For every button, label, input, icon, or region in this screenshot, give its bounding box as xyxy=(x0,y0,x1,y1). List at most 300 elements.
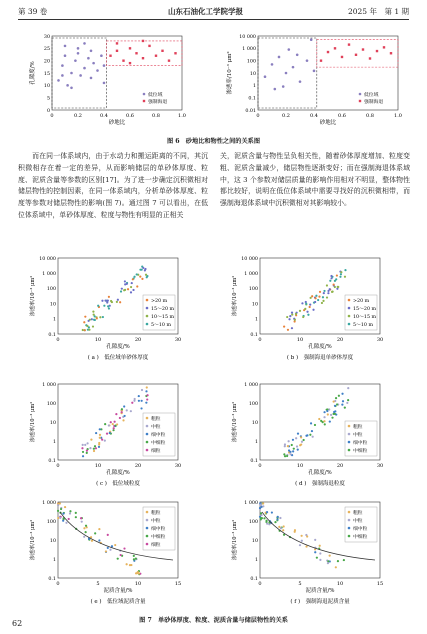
data-point xyxy=(278,56,281,59)
data-point xyxy=(309,434,311,436)
y-tick-label: 100 xyxy=(248,287,258,293)
data-point xyxy=(277,516,279,518)
data-point xyxy=(116,301,118,303)
legend-label: 中粒 xyxy=(353,518,363,524)
data-point xyxy=(104,440,106,442)
data-point xyxy=(103,82,106,85)
data-point xyxy=(126,563,128,565)
data-point xyxy=(114,544,116,546)
data-point xyxy=(297,449,299,451)
x-tick-label: 20 xyxy=(134,463,142,469)
y-tick-label: 1 xyxy=(254,317,258,323)
data-point xyxy=(98,446,100,448)
data-point xyxy=(104,423,106,425)
data-point xyxy=(376,50,378,52)
legend-label: 粗粒 xyxy=(353,510,363,516)
legend-label: 强制海退 xyxy=(364,99,384,105)
data-point xyxy=(69,510,71,512)
data-point xyxy=(144,268,146,270)
legend-marker xyxy=(359,100,361,102)
data-point xyxy=(305,301,307,303)
data-point xyxy=(291,327,293,329)
data-point xyxy=(300,443,302,445)
data-point xyxy=(341,393,343,395)
data-point xyxy=(282,529,284,531)
y-tick-label: 1 xyxy=(52,317,56,323)
legend-marker xyxy=(143,100,145,102)
data-point xyxy=(129,564,131,566)
legend-label: >20 m xyxy=(353,298,370,304)
y-axis-label: 渗透率/10⁻³ μm² xyxy=(232,275,238,317)
data-point xyxy=(115,413,117,415)
fig7-panel-e xyxy=(18,496,208,618)
x-tick-label: 0 xyxy=(56,463,60,469)
data-point xyxy=(129,47,131,49)
x-tick-label: 10 xyxy=(94,337,102,343)
data-point xyxy=(142,40,144,42)
data-point xyxy=(323,420,325,422)
data-point xyxy=(136,285,138,287)
x-tick-label: 20 xyxy=(336,337,344,343)
data-point xyxy=(62,513,64,515)
data-point xyxy=(299,80,302,83)
legend-label: 细粒 xyxy=(151,542,161,548)
data-point xyxy=(390,52,392,54)
data-point xyxy=(300,436,302,438)
data-point xyxy=(337,560,339,562)
data-point xyxy=(108,307,110,309)
data-point xyxy=(119,301,121,303)
data-point xyxy=(85,531,87,533)
y-tick-label: 1 xyxy=(252,84,256,90)
data-point xyxy=(142,57,144,59)
data-point xyxy=(326,410,328,412)
data-point xyxy=(262,502,264,504)
header-rule xyxy=(18,19,409,20)
fig7-panel-d xyxy=(220,378,410,500)
data-point xyxy=(127,288,129,290)
data-point xyxy=(279,517,281,519)
data-point xyxy=(86,450,88,452)
x-tick-label: 0.8 xyxy=(366,113,374,119)
data-point xyxy=(133,558,135,560)
data-point xyxy=(283,325,285,327)
data-point xyxy=(306,434,308,436)
data-point xyxy=(334,413,336,415)
y-tick-label: 1 xyxy=(254,439,258,445)
zone-box-forced xyxy=(317,40,398,67)
data-point xyxy=(337,286,339,288)
data-point xyxy=(286,455,288,457)
x-tick-label: 0.2 xyxy=(74,113,82,119)
right-paragraph: 关，泥质含量与物性呈负相关性，随着砂体厚度增加、粒度变粗、泥质含量减少，储层物性逐渐变好；而在强制海退体系域中，这 3 个参数对储层质量的影响作用相对不明显，整体物性都比较好，说明在低位体系域中需要寻找好的沉积微相带，而强制海退体系域中沉积微相对其影响较小。 xyxy=(220,152,410,208)
data-point xyxy=(59,517,61,519)
data-point xyxy=(309,306,311,308)
data-point xyxy=(98,528,100,530)
legend-marker xyxy=(348,449,351,452)
data-point xyxy=(146,276,148,278)
data-point xyxy=(57,510,59,512)
y-tick-label: 0.01 xyxy=(245,108,256,114)
x-tick-label: 15 xyxy=(376,581,384,587)
data-point xyxy=(106,301,108,303)
data-point xyxy=(291,313,293,315)
y-axis-label: 渗透率/10⁻³ μm² xyxy=(30,519,36,561)
data-point xyxy=(335,566,337,568)
x-tick-label: 30 xyxy=(174,463,182,469)
data-point xyxy=(86,325,88,327)
panel-caption: ( a ) 低位域单砂体厚度 xyxy=(87,355,149,361)
y-tick-label: 15 xyxy=(43,71,50,77)
y-tick-label: 10 xyxy=(43,84,50,90)
zone-box-low xyxy=(52,38,107,108)
y-tick-label: 10 000 xyxy=(241,256,258,262)
left-paragraph: 而在同一体系域内，由于水动力和搬运距离的不同，其沉积微相存在着一定的差异，从而影响储层的单砂体厚度、粒度、泥质含量等参数的区别[17]。为了进一步确定沉积微相对储层物性的控制因素，在同一体系域内，分析单砂体厚度、粒度等参数对储层物性的影响(图 7)。通过图 7 可以看出，在低位体系域中，单砂体厚度、粒度与物性有明显的正相关 xyxy=(18,152,208,219)
y-tick-label: 10 xyxy=(49,302,56,308)
panel-caption: ( c ) 低位域粒度 xyxy=(96,481,140,487)
data-point xyxy=(344,407,346,409)
legend-marker xyxy=(146,449,149,452)
x-axis-label: 孔隙度/% xyxy=(308,470,332,476)
data-point xyxy=(307,314,309,316)
data-point xyxy=(297,432,299,434)
fig7-panel-a xyxy=(18,252,208,374)
data-point xyxy=(116,42,118,44)
data-point xyxy=(95,432,97,434)
legend-marker xyxy=(348,441,351,444)
y-axis-label: 渗透率/10⁻³ μm² xyxy=(30,401,36,443)
data-point xyxy=(111,545,113,547)
data-point xyxy=(90,439,92,441)
data-point xyxy=(57,504,59,506)
fig6-left-chart xyxy=(28,30,188,134)
y-tick-label: 30 xyxy=(43,34,50,40)
data-point xyxy=(82,455,84,457)
x-tick-label: 0 xyxy=(258,337,262,343)
data-point xyxy=(319,545,321,547)
data-point xyxy=(86,442,88,444)
fig7-panel-c xyxy=(18,378,208,500)
legend-marker xyxy=(146,519,149,522)
data-point xyxy=(145,390,147,392)
data-point xyxy=(338,395,340,397)
data-point xyxy=(318,418,320,420)
data-point xyxy=(347,387,349,389)
data-point xyxy=(302,316,304,318)
x-tick-label: 0 xyxy=(258,581,262,587)
data-point xyxy=(140,407,142,409)
x-axis-label: 孔隙度/% xyxy=(308,344,332,350)
data-point xyxy=(138,400,140,402)
data-point xyxy=(317,299,319,301)
y-tick-label: 0.1 xyxy=(250,458,258,464)
data-point xyxy=(93,314,95,316)
data-point xyxy=(133,276,135,278)
x-tick-label: 10 xyxy=(134,581,142,587)
legend-marker xyxy=(348,527,351,530)
y-tick-label: 10 xyxy=(249,71,256,77)
legend-marker xyxy=(348,299,351,302)
x-tick-label: 0.6 xyxy=(126,113,134,119)
legend-marker xyxy=(143,93,146,96)
data-point xyxy=(263,517,265,519)
data-point xyxy=(271,63,274,66)
data-point xyxy=(283,453,285,455)
x-tick-label: 1.0 xyxy=(394,113,402,119)
panel-caption: ( b ) 强制海退单砂体厚度 xyxy=(286,355,354,361)
data-point xyxy=(75,512,77,514)
data-point xyxy=(62,520,64,522)
data-point xyxy=(335,278,337,280)
data-point xyxy=(299,544,301,546)
y-tick-label: 100 xyxy=(46,519,56,525)
legend-label: 低位域 xyxy=(364,92,379,98)
data-point xyxy=(65,522,67,524)
data-point xyxy=(82,329,84,331)
data-point xyxy=(339,276,341,278)
data-point xyxy=(83,321,85,323)
x-axis-label: 砂地比 xyxy=(108,120,126,126)
data-point xyxy=(341,404,343,406)
data-point xyxy=(306,59,309,62)
data-point xyxy=(265,520,267,522)
legend-marker xyxy=(348,323,351,326)
x-tick-label: 10 xyxy=(296,337,304,343)
data-point xyxy=(291,444,293,446)
legend-marker xyxy=(348,425,351,428)
data-point xyxy=(310,422,312,424)
data-point xyxy=(141,278,143,280)
data-point xyxy=(301,535,303,537)
data-point xyxy=(138,572,140,574)
data-point xyxy=(83,536,85,538)
fig6-right-chart xyxy=(227,30,402,134)
data-point xyxy=(108,296,110,298)
data-point xyxy=(310,38,313,41)
data-point xyxy=(131,282,133,284)
y-tick-label: 1 000 xyxy=(242,47,256,53)
data-point xyxy=(61,74,64,77)
legend-label: 5～10 m xyxy=(353,322,374,328)
data-point xyxy=(130,286,132,288)
data-point xyxy=(105,550,107,552)
data-point xyxy=(103,305,105,307)
data-point xyxy=(288,440,290,442)
legend-label: 15～20 m xyxy=(151,306,175,312)
data-point xyxy=(314,297,316,299)
legend-marker xyxy=(146,299,149,302)
data-point xyxy=(109,432,111,434)
data-point xyxy=(304,308,306,310)
data-point xyxy=(323,292,325,294)
data-point xyxy=(327,292,329,294)
data-point xyxy=(314,539,316,541)
x-tick-label: 30 xyxy=(376,463,384,469)
data-point xyxy=(329,280,331,282)
y-tick-label: 0.1 xyxy=(248,96,256,102)
data-point xyxy=(101,300,103,302)
legend-marker xyxy=(348,511,351,514)
data-point xyxy=(57,79,60,82)
data-point xyxy=(146,394,148,396)
data-point xyxy=(98,442,100,444)
zone-box-forced xyxy=(107,41,182,66)
data-point xyxy=(320,420,322,422)
data-point xyxy=(68,518,70,520)
data-point xyxy=(145,402,147,404)
x-tick-label: 1.0 xyxy=(178,113,186,119)
data-point xyxy=(84,444,86,446)
data-point xyxy=(107,534,109,536)
x-tick-label: 0.2 xyxy=(282,113,290,119)
data-point xyxy=(64,45,67,48)
data-point xyxy=(342,400,344,402)
data-point xyxy=(85,525,87,527)
legend-label: 细中粒 xyxy=(151,526,166,532)
x-tick-label: 0.8 xyxy=(152,113,160,119)
legend-label: 中粒 xyxy=(151,424,161,430)
fig7-panel-f xyxy=(220,496,410,618)
data-point xyxy=(266,523,268,525)
data-point xyxy=(89,447,91,449)
data-point xyxy=(126,283,128,285)
data-point xyxy=(313,70,316,73)
x-axis-label: 孔隙度/% xyxy=(106,344,130,350)
data-point xyxy=(83,67,86,70)
data-point xyxy=(292,66,295,69)
data-point xyxy=(344,276,346,278)
data-point xyxy=(80,517,82,519)
legend-label: 中细粒 xyxy=(151,440,166,446)
y-tick-label: 10 xyxy=(251,302,258,308)
data-point xyxy=(121,288,123,290)
data-point xyxy=(61,64,64,67)
data-point xyxy=(310,297,312,299)
data-point xyxy=(93,450,95,452)
data-point xyxy=(341,56,343,58)
legend-label: 低位域 xyxy=(148,92,163,98)
data-point xyxy=(155,55,157,57)
data-point xyxy=(123,547,125,549)
data-point xyxy=(305,545,307,547)
data-point xyxy=(139,276,141,278)
zone-box-low xyxy=(258,38,317,108)
data-point xyxy=(294,319,296,321)
data-point xyxy=(132,289,134,291)
data-point xyxy=(299,310,301,312)
x-tick-label: 0.4 xyxy=(310,113,318,119)
data-point xyxy=(87,57,90,60)
data-point xyxy=(383,46,385,48)
y-tick-label: 1 000 xyxy=(244,500,258,506)
x-axis-label: 砂地比 xyxy=(319,120,337,126)
data-point xyxy=(124,415,126,417)
y-tick-label: 100 xyxy=(248,519,258,525)
legend-label: 中细粒 xyxy=(151,534,166,540)
data-point xyxy=(86,452,88,454)
x-axis-label: 泥质含量/% xyxy=(305,588,335,594)
data-point xyxy=(329,288,331,290)
y-tick-label: 5 xyxy=(46,96,50,102)
data-point xyxy=(109,549,111,551)
y-axis-label: 渗透率/10⁻³ μm² xyxy=(232,401,238,443)
data-point xyxy=(285,72,288,75)
data-point xyxy=(312,436,314,438)
data-point xyxy=(319,291,321,293)
data-point xyxy=(79,74,82,77)
y-axis-label: 渗透率/10⁻³ μm² xyxy=(227,51,233,95)
legend-marker xyxy=(146,527,149,530)
y-tick-label: 1 xyxy=(52,439,56,445)
data-point xyxy=(343,559,345,561)
data-point xyxy=(321,302,323,304)
data-point xyxy=(77,47,80,50)
data-point xyxy=(301,540,303,542)
y-tick-label: 10 000 xyxy=(239,34,256,40)
y-tick-label: 1 000 xyxy=(244,382,258,388)
legend-marker xyxy=(146,433,149,436)
data-point xyxy=(333,283,335,285)
data-point xyxy=(99,434,101,436)
data-point xyxy=(117,558,119,560)
data-point xyxy=(323,290,325,292)
legend-marker xyxy=(146,511,149,514)
data-point xyxy=(324,423,326,425)
data-point xyxy=(145,274,147,276)
legend-marker xyxy=(146,315,149,318)
y-tick-label: 1 000 xyxy=(42,500,56,506)
y-axis-label: 渗透率/10⁻³ μm² xyxy=(232,519,238,561)
y-axis-label: 渗透率/10⁻³ μm² xyxy=(30,275,36,317)
data-point xyxy=(330,275,332,277)
data-point xyxy=(110,300,112,302)
x-tick-label: 10 xyxy=(336,581,344,587)
data-point xyxy=(146,386,148,388)
data-point xyxy=(119,417,121,419)
x-tick-label: 0 xyxy=(256,113,260,119)
y-axis-label: 孔隙度/% xyxy=(30,61,36,85)
y-tick-label: 0.1 xyxy=(250,332,258,338)
data-point xyxy=(77,52,80,55)
data-point xyxy=(148,45,150,47)
legend-label: 强制海退 xyxy=(148,99,168,105)
data-point xyxy=(130,291,132,293)
data-point xyxy=(306,535,308,537)
data-point xyxy=(114,421,116,423)
y-tick-label: 1 xyxy=(254,557,258,563)
data-point xyxy=(314,551,316,553)
legend-marker xyxy=(146,323,149,326)
x-tick-label: 0 xyxy=(56,581,60,587)
data-point xyxy=(288,318,290,320)
y-tick-label: 100 xyxy=(46,401,56,407)
data-point xyxy=(287,445,289,447)
data-point xyxy=(138,395,140,397)
data-point xyxy=(326,296,328,298)
data-point xyxy=(60,508,62,510)
x-tick-label: 0 xyxy=(50,113,54,119)
data-point xyxy=(122,59,124,61)
data-point xyxy=(346,402,348,404)
y-tick-label: 10 xyxy=(251,420,258,426)
x-tick-label: 30 xyxy=(174,337,182,343)
data-point xyxy=(82,444,84,446)
legend-label: 5～10 m xyxy=(151,322,172,328)
data-point xyxy=(106,432,108,434)
data-point xyxy=(120,290,122,292)
data-point xyxy=(260,512,262,514)
legend-label: 细中粒 xyxy=(353,440,368,446)
